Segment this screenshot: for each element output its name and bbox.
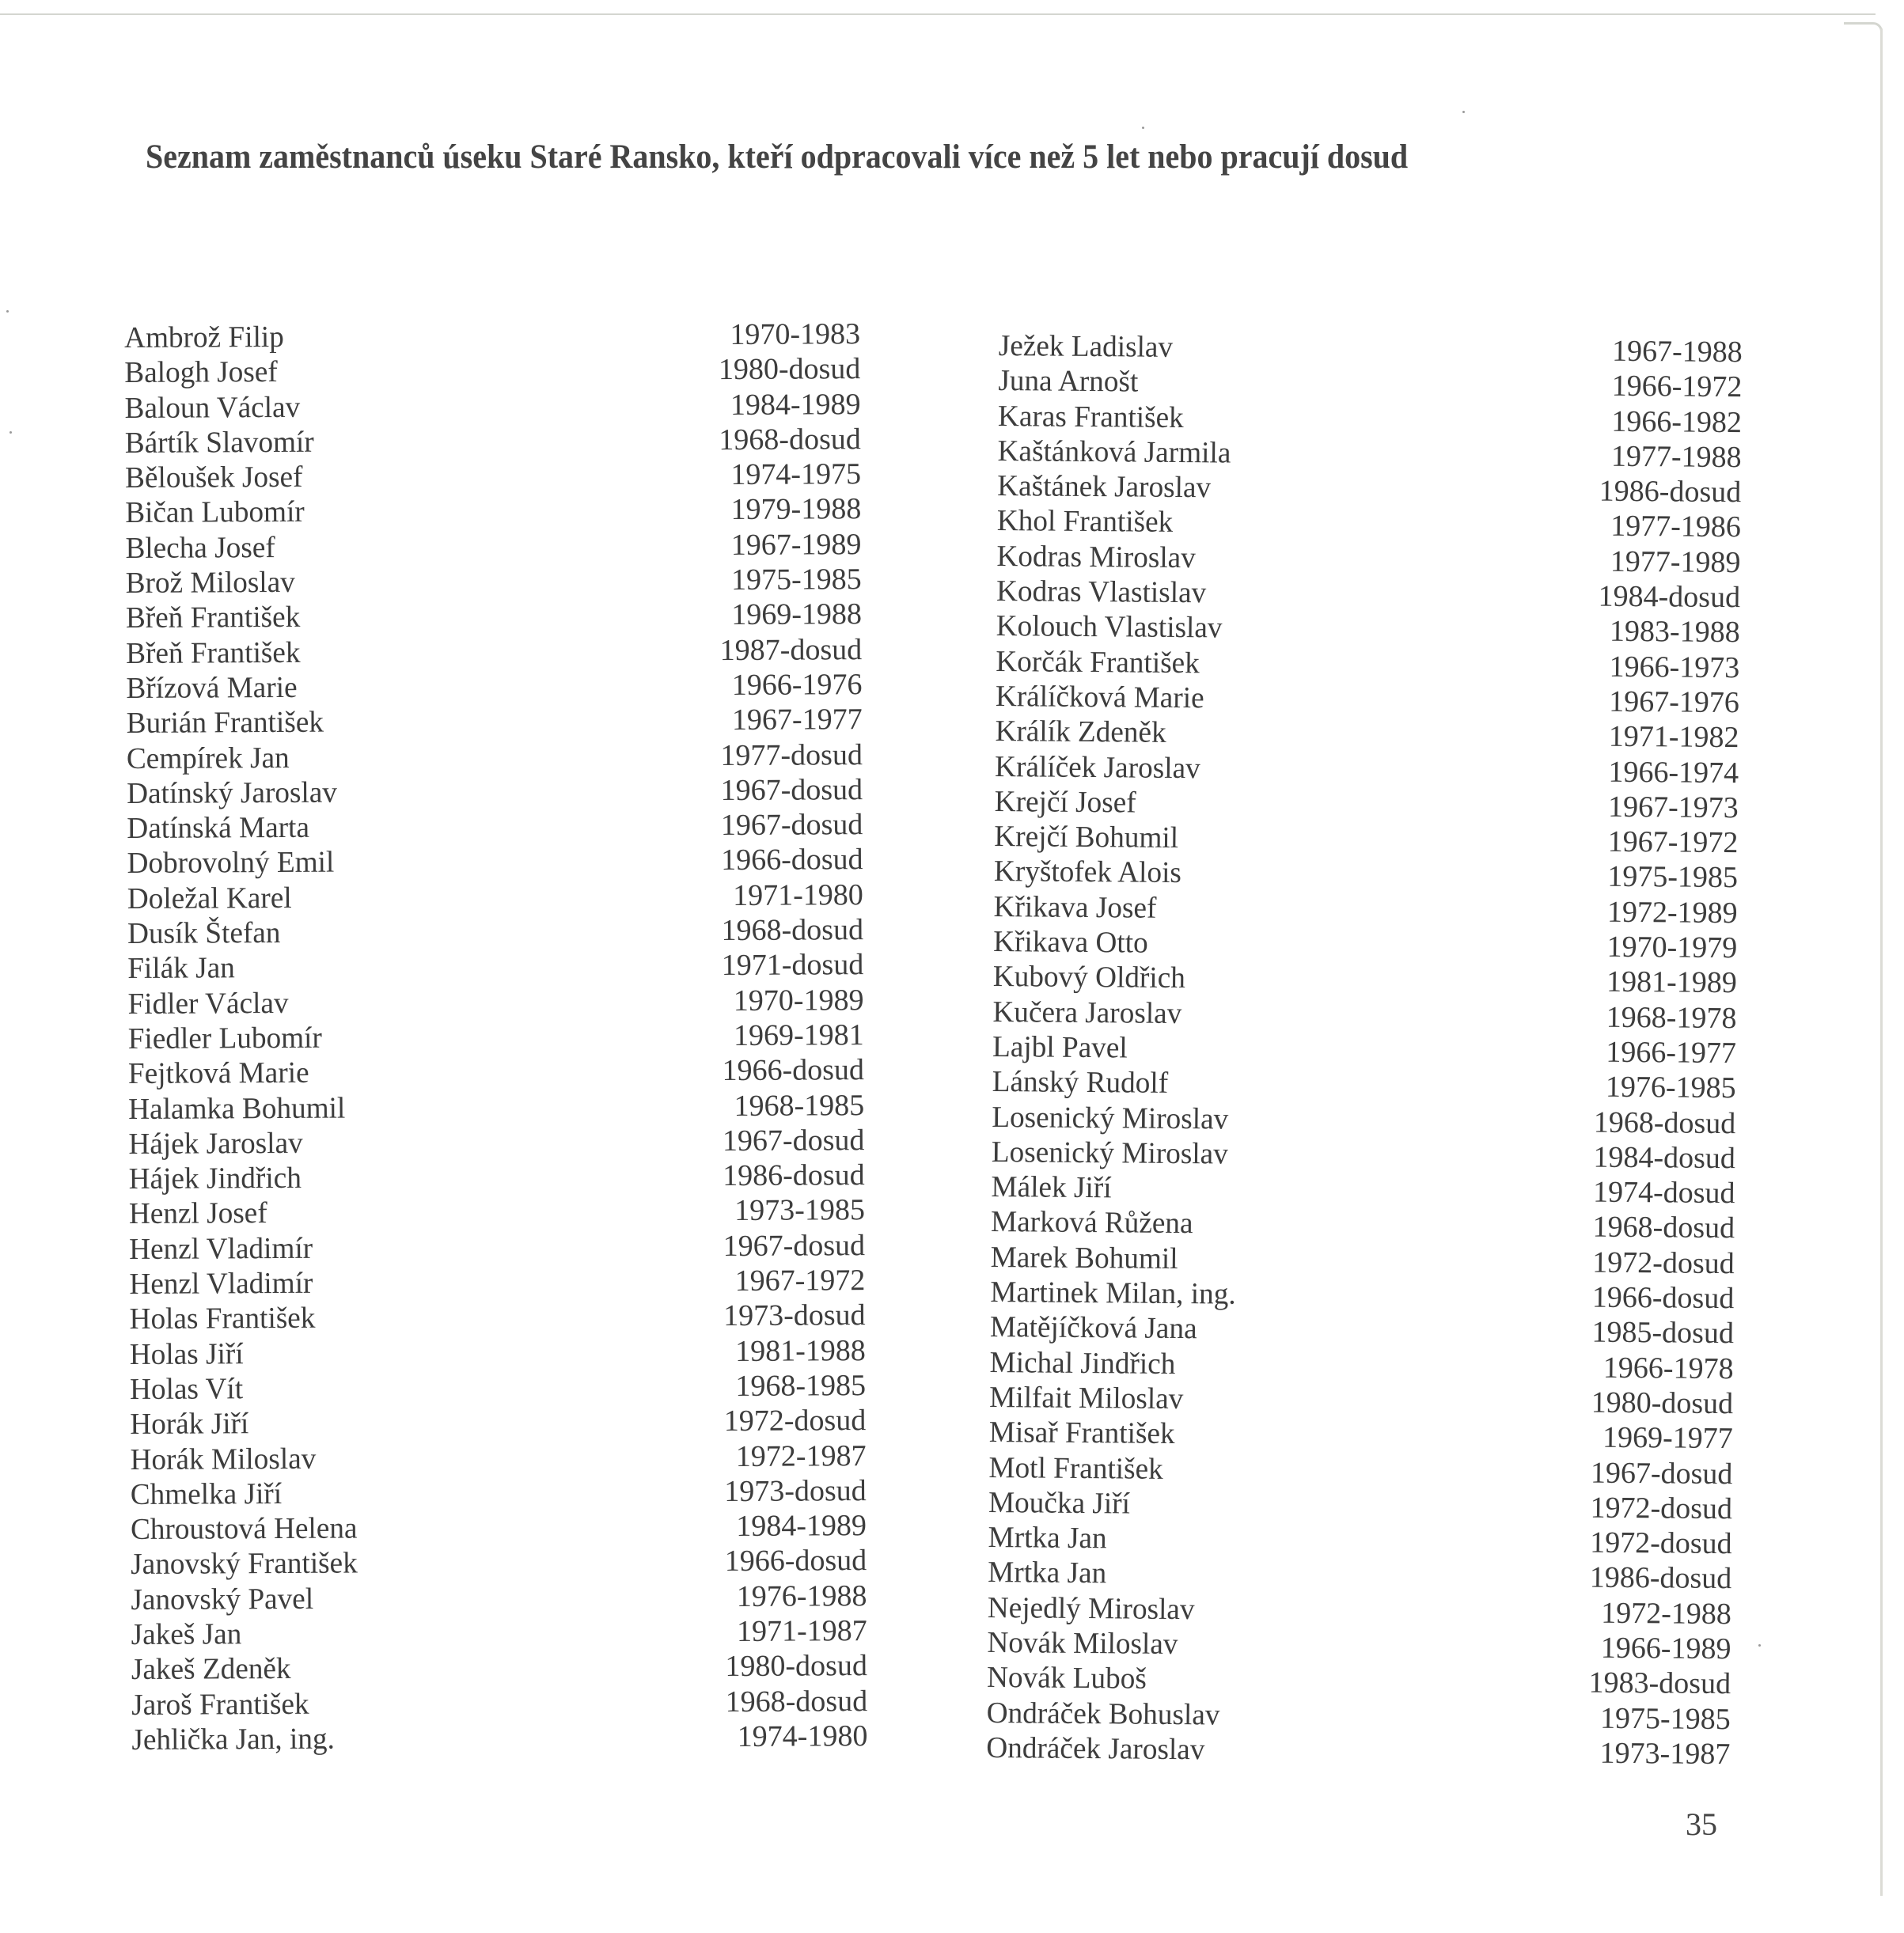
employee-name: Křikava Josef: [993, 889, 1157, 925]
employee-row: [130, 1333, 866, 1372]
employment-years: 1966-dosud: [721, 843, 863, 877]
employment-years: 1984-1989: [736, 1509, 867, 1544]
employment-years: 1985-dosud: [1591, 1315, 1735, 1351]
employment-years: 1980-dosud: [718, 352, 861, 387]
employment-years: 1972-dosud: [1589, 1526, 1732, 1561]
employee-name: Holas Vít: [129, 1372, 244, 1406]
employee-row: [126, 562, 862, 601]
employee-name: Ambrož Filip: [124, 320, 284, 354]
employee-row: [131, 1648, 867, 1687]
employment-years: 1966-dosud: [1591, 1280, 1735, 1316]
employment-years: 1967-1972: [734, 1264, 866, 1298]
scan-speck: [1142, 127, 1144, 129]
employee-name: Nejedlý Miroslav: [987, 1590, 1195, 1626]
employee-row: [124, 387, 860, 426]
employee-name: Krejčí Bohumil: [994, 820, 1179, 855]
employment-years: 1969-1977: [1602, 1420, 1733, 1456]
employee-name: Datínský Jaroslav: [127, 775, 338, 810]
employment-years: 1968-dosud: [721, 913, 864, 948]
employee-name: Lánský Rudolf: [992, 1065, 1169, 1101]
employee-row: [129, 1263, 865, 1302]
employee-name: Baloun Václav: [124, 390, 301, 425]
employee-name: Mrtka Jan: [988, 1556, 1107, 1590]
employee-row: [130, 1368, 866, 1407]
employee-name: Hájek Jaroslav: [128, 1126, 303, 1161]
employee-name: Běloušek Josef: [124, 461, 303, 495]
employee-name: Ondráček Bohuslav: [986, 1696, 1220, 1732]
employment-years: 1969-1988: [731, 597, 863, 632]
employment-years: 1970-1983: [730, 317, 861, 351]
employee-name: Křikava Otto: [993, 925, 1148, 960]
employee-name: Holas Jiří: [129, 1336, 244, 1371]
employee-name: Břeň František: [126, 635, 301, 670]
employment-years: 1973-dosud: [724, 1473, 867, 1508]
employee-row: [124, 316, 860, 355]
employee-list-right: [986, 328, 1743, 1772]
employment-years: 1981-1989: [1606, 965, 1737, 1000]
employee-name: Henzl Vladimír: [129, 1231, 313, 1266]
employment-years: 1968-1985: [734, 1088, 865, 1123]
employee-row: [127, 737, 863, 776]
employment-years: 1971-1980: [733, 877, 863, 912]
employment-years: 1966-1974: [1608, 755, 1739, 790]
employee-row: [126, 632, 862, 671]
employment-years: 1986-dosud: [1599, 474, 1742, 510]
employee-name: Králíčková Marie: [995, 679, 1204, 715]
employee-name: Korčák František: [996, 644, 1200, 680]
employee-name: Blecha Josef: [125, 530, 275, 565]
employee-name: Jakeš Jan: [131, 1617, 242, 1651]
employment-years: 1968-dosud: [719, 423, 861, 457]
page-edge-right: [1880, 28, 1883, 1896]
employee-row: [127, 772, 863, 811]
employee-row: [126, 667, 862, 706]
employment-years: 1973-1987: [1599, 1736, 1731, 1772]
employment-years: 1966-1989: [1600, 1631, 1731, 1666]
employment-years: 1966-1976: [731, 668, 863, 702]
employee-name: Horák Jiří: [130, 1407, 249, 1442]
employee-name: Holas František: [129, 1302, 316, 1336]
employee-name: Hájek Jindřich: [128, 1161, 302, 1196]
employee-name: Motl František: [988, 1450, 1163, 1486]
employee-list-left: [124, 316, 867, 1757]
employment-years: 1966-1972: [1611, 370, 1743, 404]
employment-years: 1984-dosud: [1598, 579, 1741, 615]
employee-name: Kaštánková Jarmila: [997, 434, 1231, 470]
employee-name: Moučka Jiří: [988, 1485, 1131, 1521]
employment-years: 1973-dosud: [723, 1298, 866, 1333]
employee-row: [131, 1473, 867, 1512]
employment-years: 1980-dosud: [1591, 1385, 1734, 1421]
employee-name: Marek Bohumil: [990, 1240, 1178, 1275]
employment-years: 1986-dosud: [1589, 1560, 1732, 1596]
employee-row: [129, 1158, 865, 1196]
employee-name: Khol František: [996, 504, 1174, 540]
employment-years: 1968-dosud: [1593, 1105, 1736, 1140]
employee-row: [986, 1730, 1730, 1772]
employee-name: Břízová Marie: [126, 670, 298, 705]
employee-name: Jakeš Zdeněk: [131, 1652, 291, 1687]
employment-years: 1970-1979: [1606, 930, 1738, 965]
employment-years: 1977-dosud: [720, 737, 863, 772]
employment-years: 1974-1980: [737, 1719, 868, 1753]
employee-name: Krejčí Josef: [994, 784, 1136, 820]
employee-name: Karas František: [997, 399, 1184, 434]
employment-years: 1966-dosud: [724, 1544, 867, 1579]
employee-row: [131, 1508, 867, 1547]
employee-row: [127, 807, 863, 846]
page-corner: [1844, 22, 1883, 36]
employee-row: [130, 1403, 866, 1442]
employee-row: [127, 947, 863, 986]
employee-name: Kaštánek Jaroslav: [997, 469, 1212, 505]
employee-name: Novák Miloslav: [987, 1625, 1178, 1662]
employee-name: Brož Miloslav: [125, 565, 295, 601]
employee-row: [129, 1193, 865, 1232]
employment-years: 1980-dosud: [725, 1649, 868, 1684]
employment-years: 1968-1985: [735, 1369, 867, 1403]
employment-years: 1977-1988: [1610, 439, 1742, 475]
employment-years: 1967-1973: [1607, 790, 1739, 825]
employment-years: 1977-1986: [1610, 510, 1742, 544]
employee-name: Břeň František: [125, 601, 301, 635]
employee-name: Dobrovolný Emil: [127, 846, 335, 881]
employee-name: Milfait Miloslav: [989, 1380, 1184, 1416]
scan-speck: [1758, 1644, 1761, 1647]
employment-years: 1967-1972: [1607, 824, 1739, 860]
employment-years: 1966-1977: [1606, 1035, 1737, 1071]
employee-name: Kodras Miroslav: [996, 539, 1197, 574]
employment-years: 1966-1973: [1609, 650, 1740, 684]
employment-years: 1979-1988: [730, 492, 862, 527]
employment-years: 1972-dosud: [723, 1404, 867, 1438]
employment-years: 1968-1978: [1606, 1000, 1737, 1035]
employee-name: Jaroš František: [131, 1687, 309, 1722]
employee-name: Datínská Marta: [127, 810, 310, 846]
employment-years: 1975-1985: [1607, 860, 1739, 895]
employment-years: 1974-dosud: [1592, 1175, 1735, 1211]
employee-name: Kodras Vlastislav: [996, 574, 1207, 610]
employee-row: [126, 597, 862, 636]
employee-row: [131, 1719, 867, 1757]
employee-row: [128, 1088, 864, 1127]
employee-name: Filák Jan: [127, 951, 235, 986]
employee-name: Henzl Josef: [128, 1196, 267, 1231]
employee-name: Bártík Slavomír: [124, 425, 314, 460]
employee-name: Janovský František: [131, 1546, 358, 1582]
employee-name: Novák Luboš: [986, 1661, 1147, 1696]
employee-name: Juna Arnošt: [998, 364, 1139, 399]
employee-row: [127, 702, 863, 741]
employment-years: 1971-1982: [1608, 720, 1739, 755]
employee-row: [127, 843, 863, 881]
employment-years: 1966-1982: [1611, 404, 1743, 439]
employment-years: 1975-1985: [730, 563, 862, 597]
employee-row: [129, 1228, 865, 1267]
employee-name: Balogh Josef: [124, 355, 278, 390]
employment-years: 1968-dosud: [725, 1684, 868, 1719]
employee-name: Kubový Oldřich: [992, 960, 1186, 995]
employee-name: Kučera Jaroslav: [992, 995, 1182, 1030]
employee-name: Dusík Štefan: [127, 916, 281, 951]
employment-years: 1975-1985: [1599, 1701, 1731, 1736]
employment-years: 1981-1988: [735, 1333, 866, 1368]
employment-years: 1972-1989: [1606, 895, 1738, 930]
scan-speck: [1462, 111, 1465, 113]
employment-years: 1967-1988: [1611, 334, 1743, 370]
page-edge-top: [0, 13, 1876, 15]
employee-row: [125, 422, 861, 461]
employment-years: 1976-1988: [736, 1579, 867, 1613]
employment-years: 1967-dosud: [720, 772, 863, 807]
employment-years: 1977-1989: [1610, 544, 1741, 579]
employee-row: [127, 983, 863, 1021]
employee-name: Fejtková Marie: [127, 1056, 309, 1091]
employee-name: Králík Zdeněk: [995, 714, 1166, 750]
employment-years: 1987-dosud: [719, 632, 863, 667]
employment-years: 1966-1978: [1602, 1351, 1734, 1385]
employee-name: Michal Jindřich: [989, 1345, 1176, 1381]
employee-name: Ondráček Jaroslav: [986, 1730, 1205, 1767]
employee-row: [131, 1543, 867, 1582]
employee-name: Kryštofek Alois: [993, 855, 1182, 890]
employment-years: 1972-dosud: [1592, 1245, 1735, 1280]
employment-years: 1967-dosud: [723, 1228, 866, 1263]
employee-name: Burián František: [126, 705, 324, 741]
employee-name: Lajbl Pavel: [992, 1029, 1128, 1065]
employment-years: 1984-dosud: [1593, 1140, 1736, 1175]
employee-name: Jehlička Jan, ing.: [131, 1722, 335, 1757]
employment-years: 1967-dosud: [722, 1123, 865, 1158]
scan-speck: [9, 431, 12, 434]
page-number: 35: [1686, 1806, 1717, 1842]
employment-years: 1984-1989: [730, 387, 861, 422]
employment-years: 1973-1985: [734, 1193, 866, 1228]
employment-years: 1971-1987: [736, 1614, 867, 1648]
employee-name: Martinek Milan, ing.: [990, 1275, 1236, 1311]
employee-row: [129, 1298, 865, 1336]
employee-name: Cempírek Jan: [126, 741, 290, 775]
employee-name: Horák Miloslav: [130, 1442, 317, 1476]
employment-years: 1968-dosud: [1592, 1211, 1735, 1245]
employment-years: 1972-1987: [735, 1438, 867, 1473]
employment-years: 1971-dosud: [721, 948, 864, 983]
employee-name: Mrtka Jan: [988, 1521, 1107, 1556]
employee-name: Ježek Ladislav: [998, 328, 1174, 364]
scan-speck: [6, 310, 9, 313]
employment-years: 1966-dosud: [722, 1053, 865, 1088]
employee-name: Kolouch Vlastislav: [996, 609, 1223, 645]
employee-row: [125, 527, 861, 566]
employee-name: Králíček Jaroslav: [994, 749, 1200, 785]
employee-name: Halamka Bohumil: [128, 1091, 346, 1126]
employee-row: [124, 351, 860, 390]
employment-years: 1986-dosud: [723, 1158, 865, 1193]
employee-name: Chroustová Helena: [130, 1511, 358, 1547]
employee-row: [131, 1613, 867, 1652]
employment-years: 1967-1976: [1609, 684, 1740, 720]
employee-row: [128, 1018, 864, 1056]
employee-name: Losenický Miroslav: [992, 1100, 1229, 1136]
employee-row: [127, 877, 863, 916]
employee-row: [130, 1438, 866, 1477]
employee-row: [131, 1684, 867, 1723]
employee-name: Marková Růžena: [990, 1205, 1193, 1241]
employee-name: Fidler Václav: [127, 986, 289, 1021]
employee-name: Málek Jiří: [991, 1170, 1112, 1205]
employment-years: 1976-1985: [1605, 1070, 1736, 1105]
employee-row: [127, 912, 863, 951]
employee-name: Matějíčková Jana: [989, 1310, 1197, 1346]
employee-name: Janovský Pavel: [131, 1582, 314, 1617]
employee-row: [125, 492, 861, 531]
employee-name: Misař František: [988, 1416, 1175, 1451]
employment-years: 1967-1989: [730, 527, 862, 562]
employee-row: [128, 1052, 864, 1091]
page-title: Seznam zaměstnanců úseku Staré Ransko, kteří odpracovali více než 5 let nebo pracují dosud: [146, 138, 1409, 176]
employee-name: Bičan Lubomír: [125, 495, 305, 530]
employment-years: 1983-dosud: [1588, 1666, 1731, 1701]
employee-name: Doležal Karel: [127, 881, 292, 915]
employee-row: [128, 1123, 864, 1162]
employee-name: Chmelka Jiří: [130, 1476, 283, 1511]
employment-years: 1972-1988: [1601, 1596, 1732, 1631]
employment-years: 1983-1988: [1609, 615, 1740, 650]
employee-row: [125, 457, 861, 495]
employee-name: Fiedler Lubomír: [127, 1021, 322, 1056]
employee-row: [131, 1579, 867, 1617]
employment-years: 1967-dosud: [720, 808, 863, 843]
employment-years: 1967-dosud: [1590, 1456, 1733, 1491]
employment-years: 1974-1975: [730, 457, 862, 492]
employee-name: Henzl Vladimír: [129, 1266, 313, 1301]
employment-years: 1967-1977: [731, 703, 863, 737]
employee-name: Losenický Miroslav: [991, 1135, 1229, 1171]
employment-years: 1970-1989: [733, 983, 864, 1018]
employment-years: 1969-1981: [733, 1018, 864, 1052]
employment-years: 1972-dosud: [1590, 1491, 1733, 1526]
